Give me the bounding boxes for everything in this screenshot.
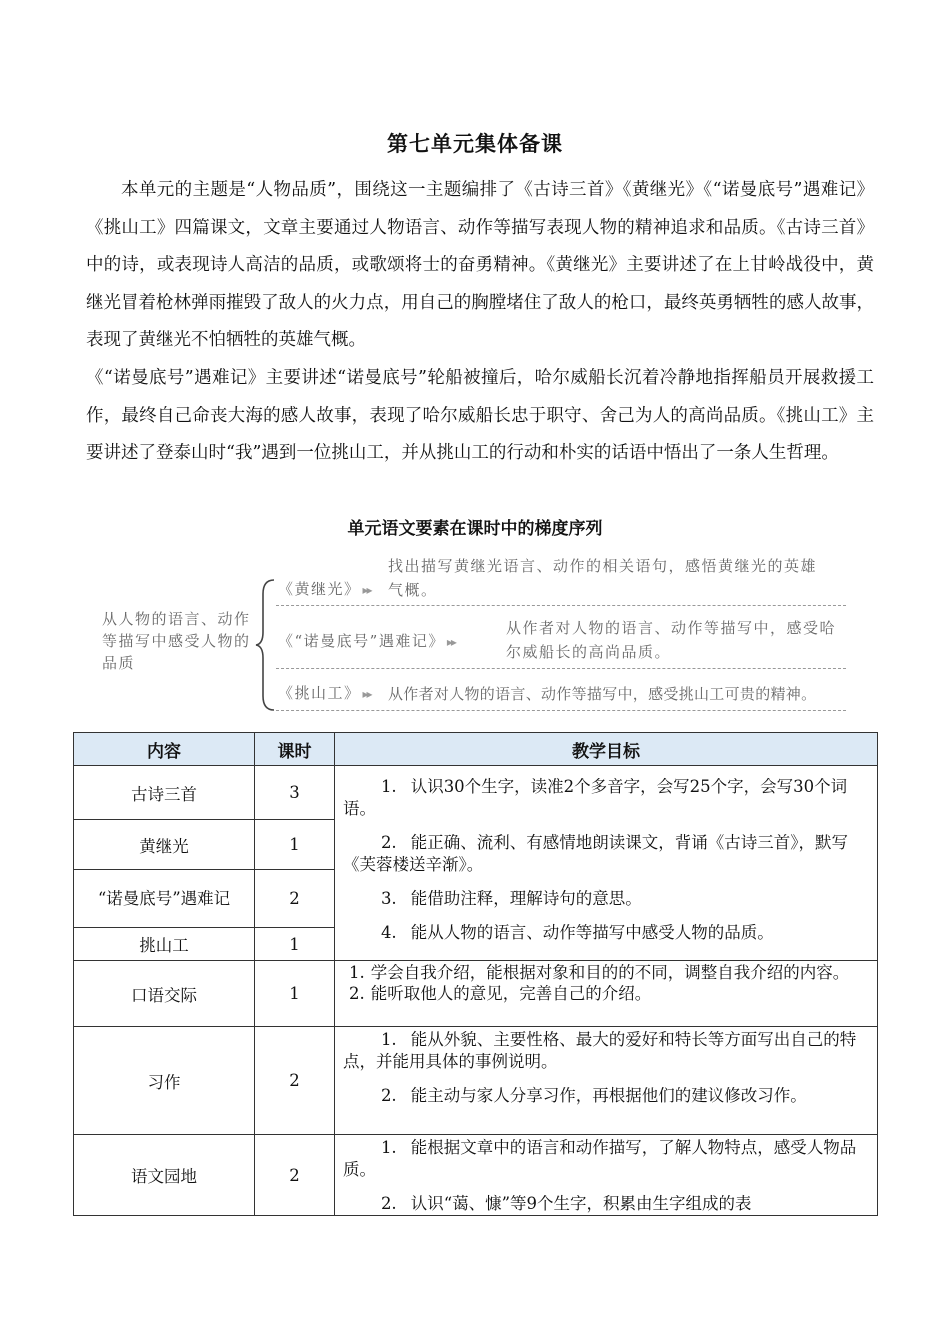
curly-brace-icon (254, 578, 276, 712)
teaching-plan-table (73, 732, 878, 1216)
goal-number: 1. (380, 1030, 397, 1049)
goal-item (343, 1137, 867, 1181)
cell-hours: 1 (255, 928, 335, 961)
goal-item (343, 922, 867, 944)
cell-content: 语文园地 (74, 1135, 255, 1216)
goal-text: 能从人物的语言、动作等描写中感受人物的品质。 (410, 923, 774, 942)
goal-item (343, 1029, 867, 1073)
goal-text: 能听取他人的意见，完善自己的介绍。 (370, 984, 652, 1003)
cell-content: 口语交际 (74, 961, 255, 1027)
header-goals: 教学目标 (335, 733, 878, 766)
goal-text: 能正确、流利、有感情地朗读课文，背诵《古诗三首》，默写《芙蓉楼送辛渐》。 (343, 833, 848, 874)
goal-number: 2. (380, 833, 397, 852)
table-row (74, 1027, 878, 1135)
intro-paragraph-1: 本单元的主题是“人物品质”，围绕这一主题编排了《古诗三首》《黄继光》《“诺曼底号”遇难记》《挑山工》四篇课文，文章主要通过人物语言、动作等描写表现人物的精神追求和品质。《古诗三首》中的诗，或表现诗人高洁的品质，或歌颂将士的奋勇精神。《黄继光》主要讲述了在上甘岭战役中，黄继光冒着枪林弹雨摧毁了敌人的火力点，用自己的胸膛堵住了敌人的枪口，最终英勇牺牲的感人故事，表现了黄继光不怕牺牲的英雄气概。 (86, 180, 874, 351)
goal-number: 2. (349, 984, 365, 1003)
cell-goals-oral (335, 961, 878, 1027)
goal-number: 1. (349, 963, 365, 982)
goal-number: 2. (380, 1086, 397, 1105)
goal-item (343, 962, 867, 983)
cell-goals-writing (335, 1027, 878, 1135)
goal-number: 1. (380, 777, 397, 796)
cell-hours: 1 (255, 820, 335, 870)
goal-item (343, 776, 867, 820)
branch-lesson-label: 《“诺曼底号”遇难记》 (278, 632, 445, 650)
cell-content: 习作 (74, 1027, 255, 1135)
table-header-row (74, 733, 878, 766)
goal-item (343, 983, 867, 1004)
goal-text: 能借助注释，理解诗句的意思。 (410, 889, 642, 908)
goal-item (343, 1193, 867, 1215)
cell-goals-garden (335, 1135, 878, 1216)
dashed-divider (276, 668, 846, 669)
double-arrow-icon: ▸▸ (362, 583, 371, 597)
branch-lesson-tiaoshangong (278, 682, 371, 703)
cell-content: “诺曼底号”遇难记 (74, 870, 255, 928)
goal-text: 认识30个生字，读准2个多音字，会写25个字，会写30个词语。 (343, 777, 848, 818)
cell-content: 古诗三首 (74, 766, 255, 820)
intro-paragraph-2: 《“诺曼底号”遇难记》主要讲述“诺曼底号”轮船被撞后，哈尔威船长沉着冷静地指挥船员开展救援工作，最终自己命丧大海的感人故事，表现了哈尔威船长忠于职守、舍己为人的高尚品质。《挑山工》主要讲述了登泰山时“我”遇到一位挑山工，并从挑山工的行动和朴实的话语中悟出了一条人生哲理。 (86, 367, 874, 464)
branch-goal-normandy: 从作者对人物的语言、动作等描写中，感受哈尔威船长的高尚品质。 (506, 619, 837, 661)
table-row (74, 961, 878, 1027)
cell-hours: 1 (255, 961, 335, 1027)
table-row (74, 766, 878, 820)
cell-hours: 3 (255, 766, 335, 820)
table-row (74, 1135, 878, 1216)
branch-goal-tiaoshangong: 从作者对人物的语言、动作等描写中，感受挑山工可贵的精神。 (388, 685, 817, 703)
header-content: 内容 (74, 733, 255, 766)
cell-content: 挑山工 (74, 928, 255, 961)
cell-content: 黄继光 (74, 820, 255, 870)
dashed-divider (276, 710, 846, 711)
goal-number: 1. (380, 1138, 397, 1157)
goal-text: 能主动与家人分享习作，再根据他们的建议修改习作。 (410, 1086, 807, 1105)
double-arrow-icon: ▸▸ (446, 635, 455, 649)
goal-item (343, 832, 867, 876)
goal-item (343, 1085, 867, 1107)
goal-text: 学会自我介绍，能根据对象和目的的不同，调整自我介绍的内容。 (370, 963, 850, 982)
goal-number: 2. (380, 1194, 397, 1213)
gradient-diagram (96, 548, 856, 718)
goal-text: 能从外貌、主要性格、最大的爱好和特长等方面写出自己的特点，并能用具体的事例说明。 (343, 1030, 857, 1071)
dashed-divider (276, 605, 846, 606)
unit-introduction (86, 172, 874, 473)
branch-lesson-label: 《黄继光》 (278, 580, 361, 598)
cell-goals-lessons (335, 766, 878, 961)
header-hours: 课时 (255, 733, 335, 766)
goal-item (343, 888, 867, 910)
goal-number: 3. (380, 889, 397, 908)
branch-goal-huangjiguang: 找出描写黄继光语言、动作的相关语句，感悟黄继光的英雄气概。 (388, 557, 818, 599)
cell-hours: 2 (255, 1135, 335, 1216)
branch-lesson-normandy (278, 630, 455, 651)
diagram-root-element: 从人物的语言、动作等描写中感受人物的品质 (102, 610, 251, 672)
branch-lesson-huangjiguang (278, 578, 371, 599)
branch-lesson-label: 《挑山工》 (278, 684, 361, 702)
goal-text: 能根据文章中的语言和动作描写，了解人物特点，感受人物品质。 (343, 1138, 857, 1179)
goal-text: 认识“蔼、慷”等9个生字，积累由生字组成的表 (410, 1194, 752, 1213)
goal-number: 4. (380, 923, 397, 942)
cell-hours: 2 (255, 1027, 335, 1135)
double-arrow-icon: ▸▸ (362, 687, 371, 701)
diagram-title: 单元语文要素在课时中的梯度序列 (347, 519, 603, 539)
page-title: 第七单元集体备课 (387, 131, 563, 156)
cell-hours: 2 (255, 870, 335, 928)
